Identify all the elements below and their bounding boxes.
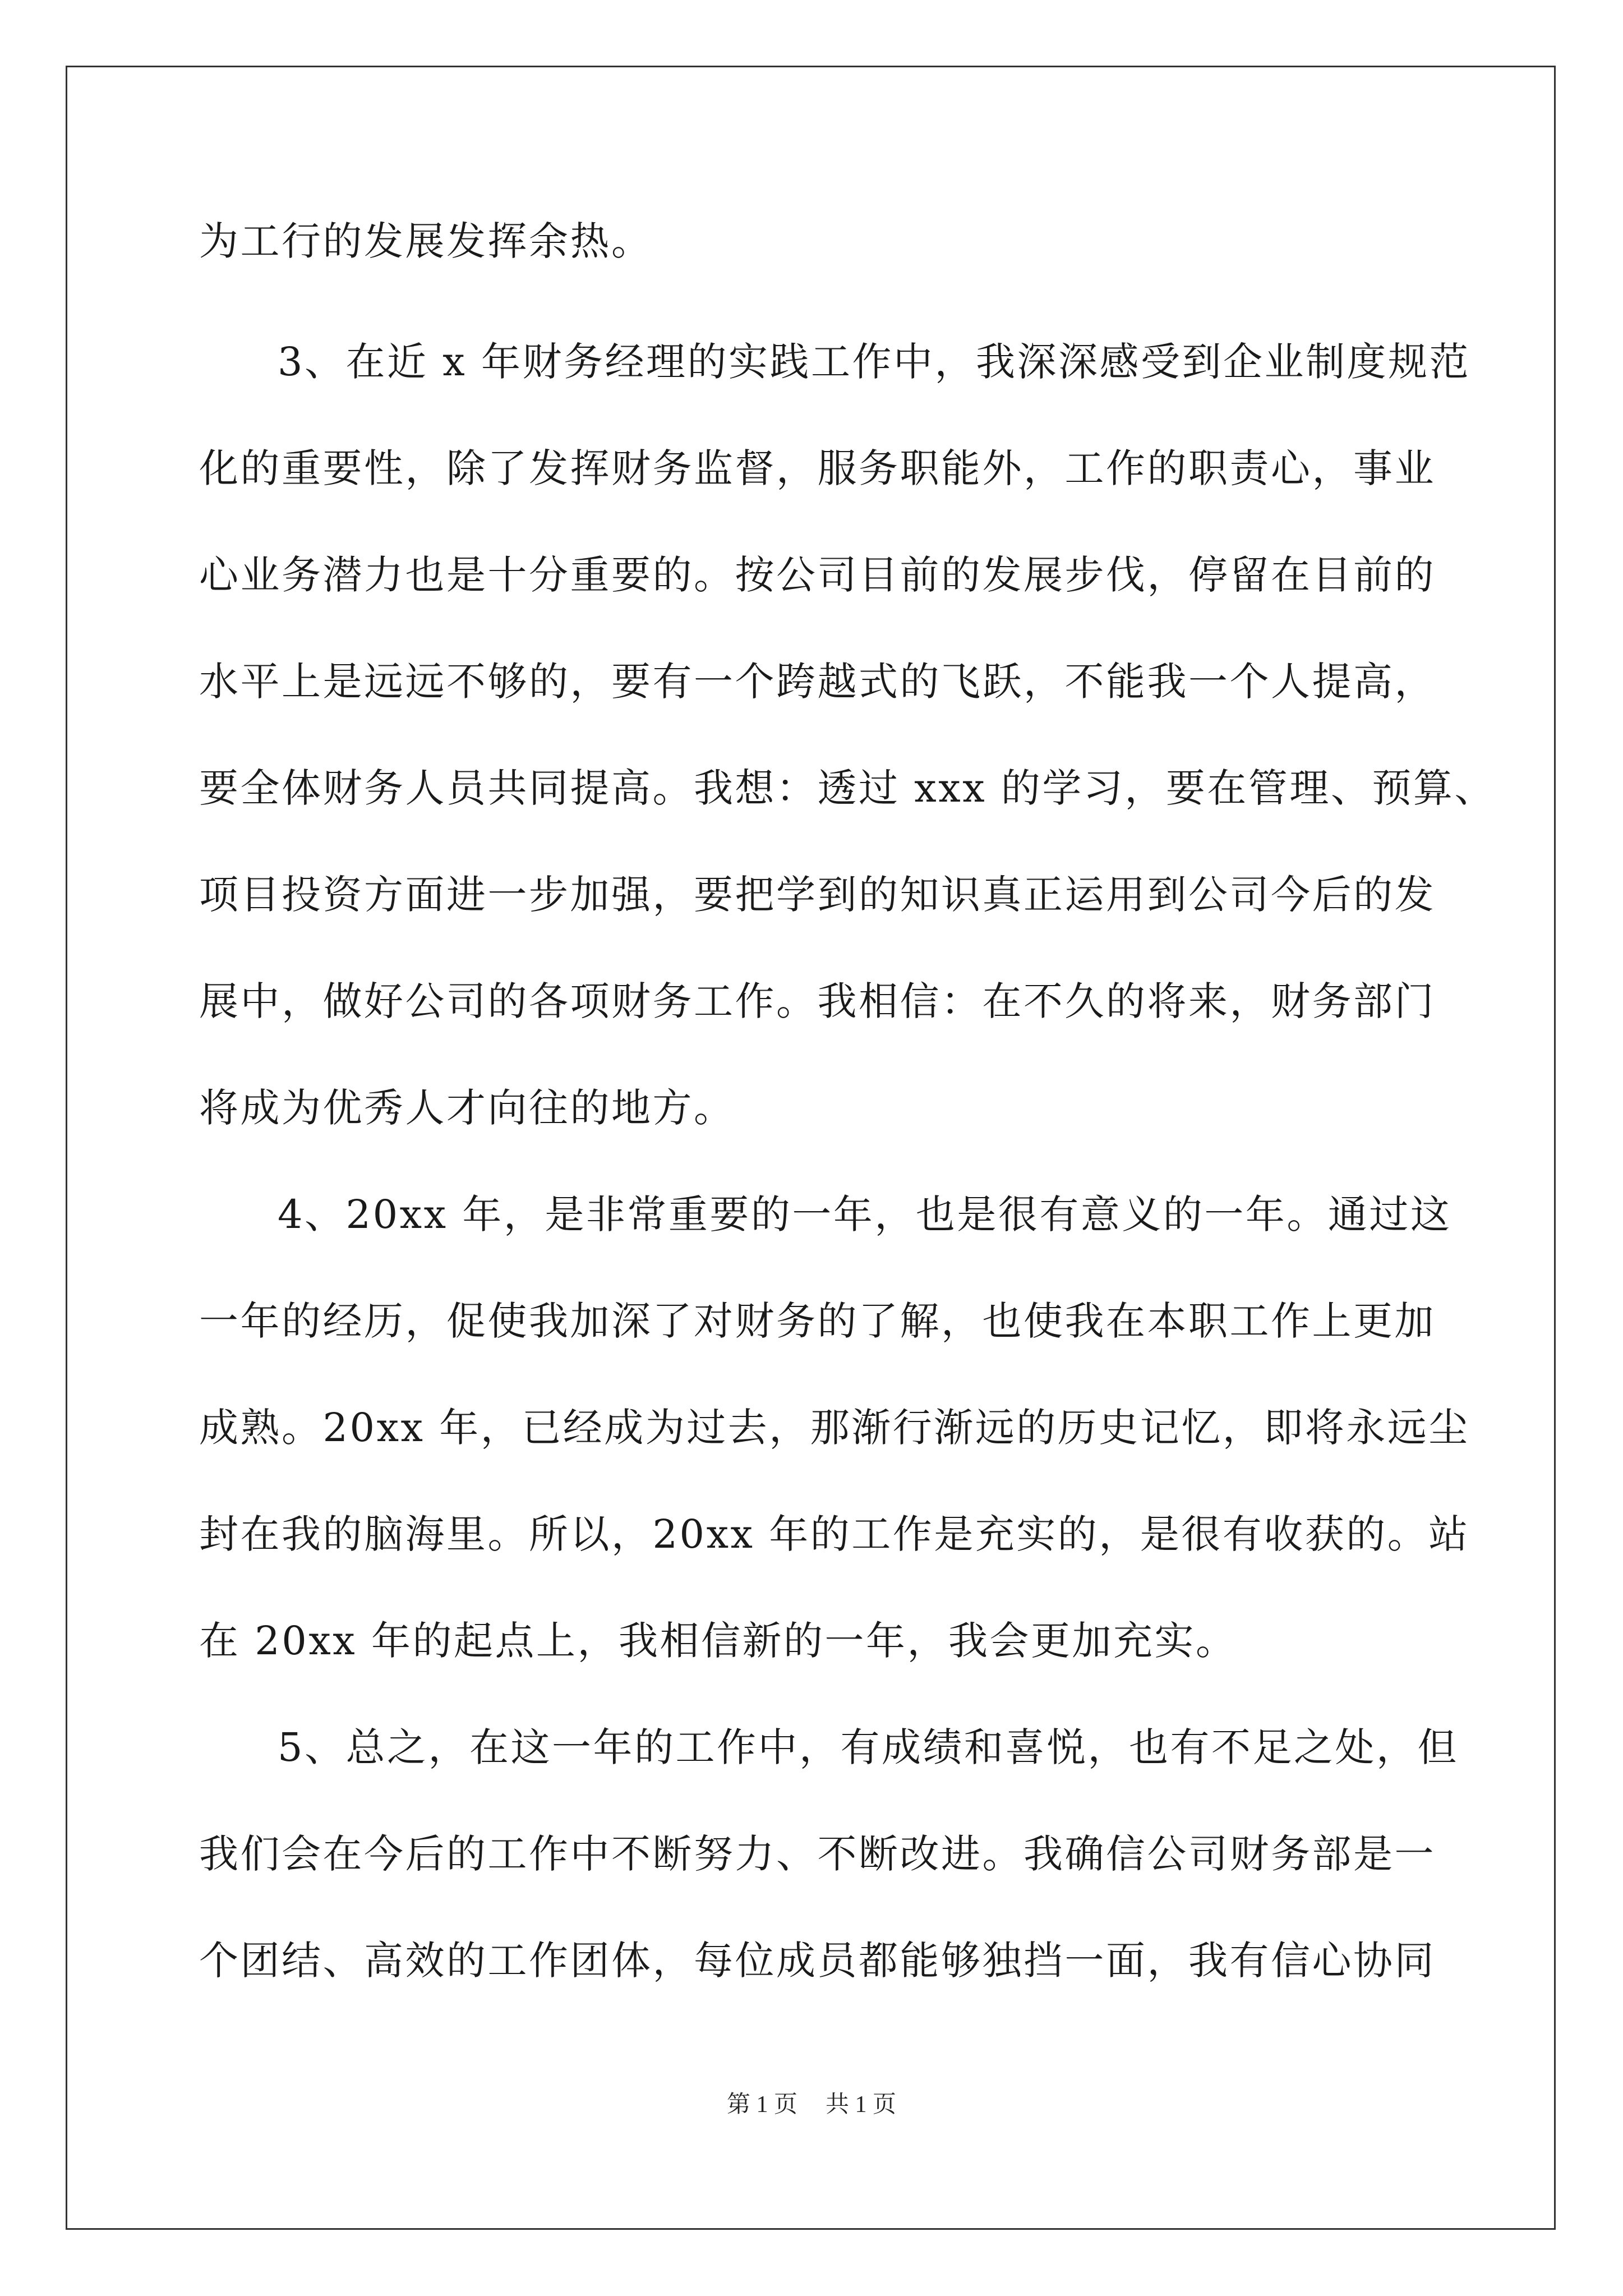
page-footer — [0, 2088, 1623, 2122]
page-border — [66, 66, 1556, 2230]
page-total: 共 1 页 — [826, 2092, 897, 2118]
paragraph-line: 项目投资方面进一步加强，要把学到的知识真正运用到公司今后的发 — [199, 872, 1436, 918]
paragraph-line: 我们会在今后的工作中不断努力、不断改进。我确信公司财务部是一 — [199, 1831, 1436, 1877]
paragraph-line: 在 20xx 年的起点上，我相信新的一年，我会更加充实。 — [199, 1618, 1237, 1664]
paragraph-line: 为工行的发展发挥余热。 — [199, 218, 653, 264]
paragraph-line: 一年的经历，促使我加深了对财务的了解，也使我在本职工作上更加 — [199, 1298, 1436, 1344]
paragraph-line: 化的重要性，除了发挥财务监督，服务职能外，工作的职责心，事业 — [199, 445, 1436, 491]
paragraph-line: 将成为优秀人才向往的地方。 — [199, 1085, 735, 1131]
paragraph-line: 5、总之，在这一年的工作中，有成绩和喜悦，也有不足之处，但 — [278, 1724, 1459, 1770]
paragraph-line: 展中，做好公司的各项财务工作。我相信：在不久的将来，财务部门 — [199, 978, 1436, 1024]
page-number: 第 1 页 — [726, 2092, 797, 2118]
paragraph-line: 成熟。20xx 年，已经成为过去，那渐行渐远的历史记忆，即将永远尘 — [199, 1405, 1470, 1451]
paragraph-line: 要全体财务人员共同提高。我想：透过 xxx 的学习，要在管理、预算、 — [199, 765, 1496, 811]
paragraph-line: 4、20xx 年，是非常重要的一年，也是很有意义的一年。通过这 — [278, 1191, 1452, 1237]
paragraph-line: 水平上是远远不够的，要有一个跨越式的飞跃，不能我一个人提高， — [199, 659, 1436, 705]
paragraph-line: 3、在近 x 年财务经理的实践工作中，我深深感受到企业制度规范 — [278, 339, 1471, 385]
paragraph-line: 心业务潜力也是十分重要的。按公司目前的发展步伐，停留在目前的 — [199, 552, 1436, 598]
paragraph-line: 个团结、高效的工作团体，每位成员都能够独挡一面，我有信心协同 — [199, 1938, 1436, 1984]
paragraph-line: 封在我的脑海里。所以，20xx 年的工作是充实的，是很有收获的。站 — [199, 1511, 1470, 1557]
